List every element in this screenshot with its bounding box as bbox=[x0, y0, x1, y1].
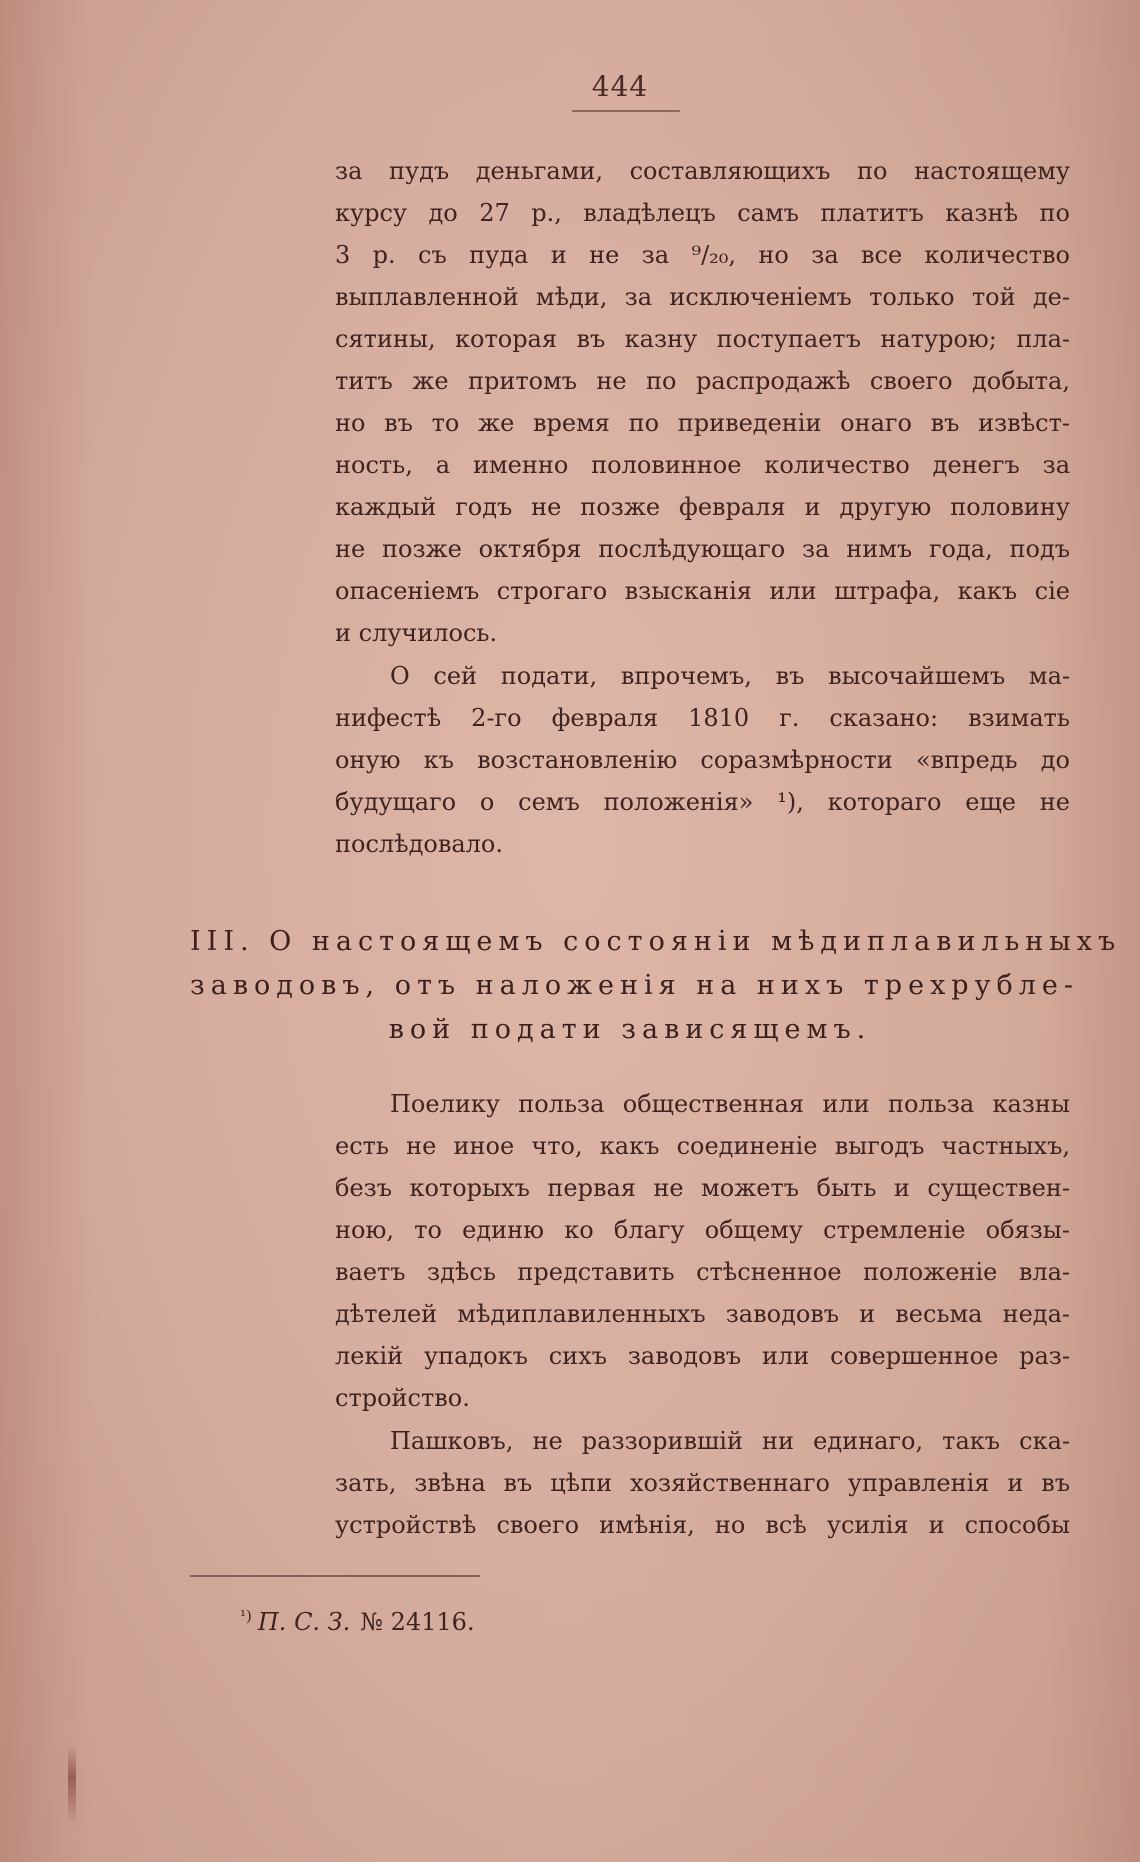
text-line: за пудъ деньгами, составляющихъ по настоящему bbox=[335, 157, 1070, 185]
text-line: есть не иное что, какъ соединеніе выгодъ частныхъ, bbox=[335, 1132, 1070, 1160]
text-line: оную къ возстановленію соразмѣрности «впредь до bbox=[335, 746, 1070, 774]
heading-line: III. О настоящемъ состояніи мѣдиплавильныхъ bbox=[190, 926, 1122, 957]
paragraph-4 bbox=[335, 1420, 1070, 1546]
text-line: сятины, которая въ казну поступаетъ натурою; пла- bbox=[335, 325, 1070, 353]
paragraph-3 bbox=[335, 1083, 1070, 1419]
text-line: 3 р. съ пуда и не за ⁹/₂₀, но за все количество bbox=[335, 241, 1070, 269]
text-line: нифестѣ 2-го февраля 1810 г. сказано: взимать bbox=[335, 704, 1070, 732]
paragraph-2 bbox=[335, 655, 1070, 865]
footnote bbox=[240, 1596, 475, 1642]
page-number-rule bbox=[572, 110, 680, 112]
page-number: 444 bbox=[591, 70, 649, 103]
text-line: каждый годъ не позже февраля и другую половину bbox=[335, 493, 1070, 521]
text-line: и случилось. bbox=[335, 619, 498, 647]
text-line: послѣдовало. bbox=[335, 830, 503, 858]
text-line: безъ которыхъ первая не можетъ быть и существен- bbox=[335, 1174, 1070, 1202]
heading-line: заводовъ, отъ наложенія на нихъ трехрубле- bbox=[190, 970, 1079, 1001]
text-line: лекій упадокъ сихъ заводовъ или совершенное раз- bbox=[335, 1342, 1070, 1370]
paragraph-1 bbox=[335, 150, 1070, 654]
text-line: выплавленной мѣди, за исключеніемъ только той де- bbox=[335, 283, 1070, 311]
text-line: Поелику польза общественная или польза казны bbox=[390, 1090, 1070, 1118]
text-line: зать, звѣна въ цѣпи хозяйственнаго управленія и въ bbox=[335, 1469, 1070, 1497]
text-line: устройствѣ своего имѣнія, но всѣ усилія и способы bbox=[335, 1511, 1070, 1539]
section-heading bbox=[190, 920, 1122, 1052]
text-line: О сей подати, впрочемъ, въ высочайшемъ ма- bbox=[390, 662, 1070, 690]
text-line: будущаго о семъ положенія» ¹), котораго еще не bbox=[335, 788, 1070, 816]
text-line: дѣтелей мѣдиплавиленныхъ заводовъ и весьма неда- bbox=[335, 1300, 1070, 1328]
text-line: стройство. bbox=[335, 1384, 470, 1412]
text-line: курсу до 27 р., владѣлецъ самъ платитъ казнѣ по bbox=[335, 199, 1070, 227]
footnote-source: П. С. З. bbox=[257, 1608, 351, 1636]
text-line: не позже октября послѣдующаго за нимъ года, подъ bbox=[335, 535, 1070, 563]
text-line: ною, то единю ко благу общему стремленіе обязы- bbox=[335, 1216, 1070, 1244]
text-line: ность, а именно половинное количество денегъ за bbox=[335, 451, 1070, 479]
text-line: Пашковъ, не раззорившій ни единаго, такъ ска- bbox=[390, 1427, 1070, 1455]
footnote-number: № 24116. bbox=[360, 1608, 475, 1636]
footnote-mark: ¹) bbox=[240, 1607, 252, 1625]
text-line: опасеніемъ строгаго взысканія или штрафа, какъ сіе bbox=[335, 577, 1070, 605]
page-edge-stain bbox=[68, 1745, 76, 1825]
heading-line: вой подати зависящемъ. bbox=[388, 1014, 872, 1045]
text-line: титъ же притомъ не по распродажѣ своего добыта, bbox=[335, 367, 1070, 395]
footnote-rule bbox=[190, 1575, 480, 1577]
text-line: но въ то же время по приведеніи онаго въ извѣст- bbox=[335, 409, 1070, 437]
text-line: ваетъ здѣсь представить стѣсненное положеніе вла- bbox=[335, 1258, 1070, 1286]
